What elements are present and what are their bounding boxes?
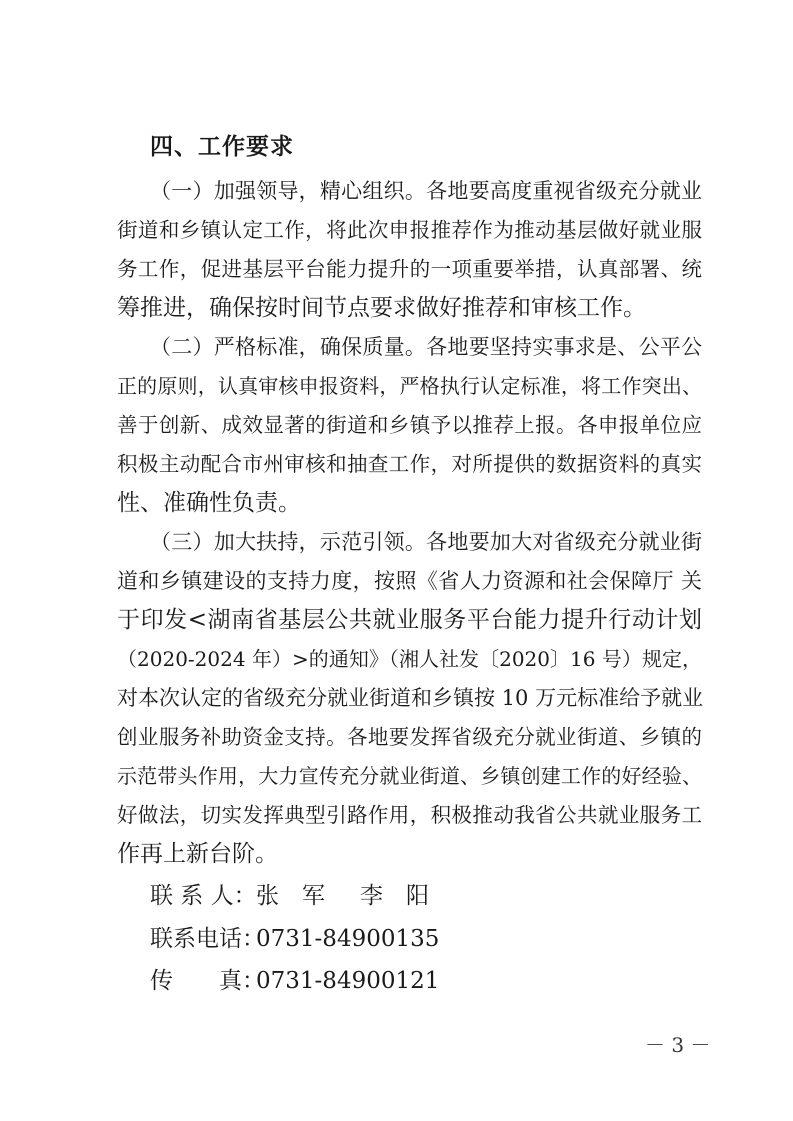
paragraph-2-line-2: 正的原则，认真审核申报资料，严格执行认定标准，将工作突出、 xyxy=(117,374,702,398)
paragraph-3-line-4: （2020-2024 年）>的通知》（湘人社发〔2020〕16 号）规定， xyxy=(117,647,702,671)
paragraph-2-line-5: 性、准确性负责。 xyxy=(117,490,301,516)
paragraph-2-line-3: 善于创新、成效显著的街道和乡镇予以推荐上报。各申报单位应 xyxy=(117,413,702,437)
paragraph-3-line-6: 创业服务补助资金支持。各地要发挥省级充分就业街道、乡镇的 xyxy=(117,725,702,749)
paragraph-3-line-9: 作再上新台阶。 xyxy=(117,841,278,867)
contact-person-1: 张 军 xyxy=(256,883,325,909)
paragraph-1-line-2: 街道和乡镇认定工作，将此次申报推荐作为推动基层做好就业服 xyxy=(117,218,702,242)
contact-fax-value: 0731-84900121 xyxy=(256,968,440,994)
section-heading: 四、工作要求 xyxy=(150,134,294,160)
paragraph-3-line-7: 示范带头作用，大力宣传充分就业街道、乡镇创建工作的好经验、 xyxy=(117,764,702,788)
paragraph-3-line-8: 好做法，切实发挥典型引路作用，积极推动我省公共就业服务工 xyxy=(117,803,702,827)
contact-phone-label: 联系电话： xyxy=(150,926,265,952)
paragraph-2-line-1: （二）严格标准，确保质量。各地要坚持实事求是、公平公 xyxy=(150,335,702,359)
contact-fax-label: 传 真： xyxy=(150,968,265,994)
paragraph-3-line-1: （三）加大扶持，示范引领。各地要加大对省级充分就业街 xyxy=(150,530,702,554)
paragraph-2-line-4: 积极主动配合市州审核和抽查工作，对所提供的数据资料的真实 xyxy=(117,452,702,476)
contact-phone-value: 0731-84900135 xyxy=(256,926,440,952)
paragraph-3-line-3: 于印发<湖南省基层公共就业服务平台能力提升行动计划 xyxy=(117,607,702,633)
paragraph-1-line-1: （一）加强领导，精心组织。各地要高度重视省级充分就业 xyxy=(150,179,702,203)
contact-person-label: 联 系 人： xyxy=(150,883,257,909)
paragraph-1-line-3: 务工作，促进基层平台能力提升的一项重要举措，认真部署、统 xyxy=(117,257,702,281)
paragraph-1-line-4: 筹推进，确保按时间节点要求做好推荐和审核工作。 xyxy=(117,295,646,321)
page-number: － 3 － xyxy=(645,1033,711,1057)
paragraph-3-line-2: 道和乡镇建设的支持力度，按照《省人力资源和社会保障厅 关 xyxy=(117,569,702,593)
contact-person-2: 李 阳 xyxy=(360,883,429,909)
paragraph-3-line-5: 对本次认定的省级充分就业街道和乡镇按 10 万元标准给予就业 xyxy=(117,686,704,710)
